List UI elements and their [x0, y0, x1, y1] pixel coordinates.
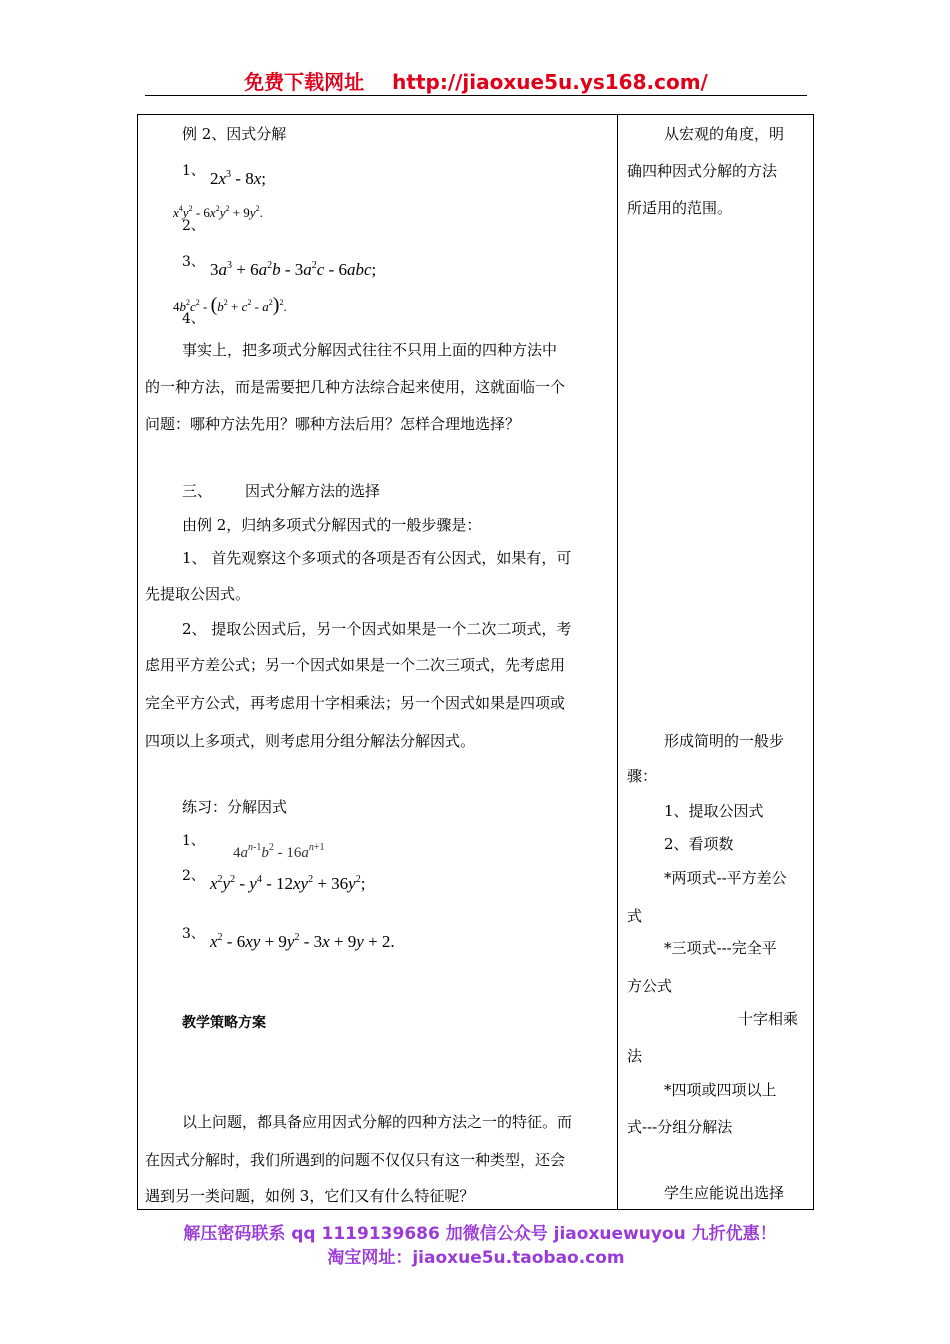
column-divider [617, 114, 618, 1210]
note2-line12: 式---分组分解法 [627, 1118, 733, 1136]
practice-num-2: 2、 [182, 868, 205, 884]
note2-line3: 1、提取公因式 [664, 802, 764, 820]
step1-line2: 先提取公因式。 [145, 585, 251, 603]
header-label: 免费下载网址 [244, 70, 365, 94]
example2-title: 例 2、因式分解 [182, 125, 287, 143]
note2-line10: 法 [627, 1047, 643, 1065]
note2-line1: 形成简明的一般步 [664, 732, 785, 750]
note2-line2: 骤： [627, 767, 658, 785]
ex-num-4: 4、 [182, 311, 205, 327]
para3-line1: 以上问题，都具备应用因式分解的四种方法之一的特征。而 [182, 1113, 573, 1131]
para3-line2: 在因式分解时，我们所遇到的问题不仅仅只有这一种类型，还会 [145, 1151, 566, 1169]
footer-contact: 解压密码联系 qq 1119139686 加微信公众号 jiaoxuewuyou 九折优惠！ [183, 1224, 777, 1244]
para1-line2: 的一种方法，而是需要把几种方法综合起来使用，这就面临一个 [145, 378, 566, 396]
ex-num-1: 1、 [182, 163, 205, 179]
step1-line1: 1、 首先观察这个多项式的各项是否有公因式，如果有，可 [182, 549, 572, 567]
note2-line11: *四项或四项以上 [664, 1081, 777, 1099]
practice-expr-2: $x^2y^2 - y^4 - 12xy^2 + 36y^2$; [210, 874, 366, 893]
note2-line4: 2、看项数 [664, 835, 734, 853]
note2-line13: 学生应能说出选择 [664, 1184, 785, 1202]
note1-line3: 所适用的范围。 [627, 199, 733, 217]
ex-num-3: 3、 [182, 254, 205, 270]
ex-expr-1: $2x^3 - 8x$; [210, 169, 266, 188]
section3-title: 因式分解方法的选择 [245, 482, 381, 500]
para3-line3: 遇到另一类问题，如例 3，它们又有什么特征呢？ [145, 1187, 475, 1205]
header-rule [145, 95, 807, 96]
practice-expr-3: $x^2 - 6xy + 9y^2 - 3x + 9y + 2$. [210, 932, 395, 951]
header-url-link[interactable]: http://jiaoxue5u.ys168.com/ [392, 70, 708, 94]
step2-line1: 2、 提取公因式后，另一个因式如果是一个二次二项式，考 [182, 620, 572, 638]
note2-line5: *两项式--平方差公 [664, 869, 787, 887]
strategy-title: 教学策略方案 [182, 1015, 266, 1031]
step2-line4: 四项以上多项式，则考虑用分组分解法分解因式。 [145, 732, 476, 750]
ex-expr-3: $3a^3 + 6a^2b - 3a^2c - 6abc$; [210, 260, 377, 279]
step2-line3: 完全平方公式，再考虑用十字相乘法；另一个因式如果是四项或 [145, 694, 566, 712]
practice-title: 练习：分解因式 [182, 798, 288, 816]
note1-line1: 从宏观的角度，明 [664, 125, 785, 143]
section3-num: 三、 [182, 482, 213, 500]
practice-expr-1: $4a^{n-1}b^2 - 16a^{n+1}$ [233, 842, 325, 861]
header-banner [145, 66, 807, 95]
note2-line6: 式 [627, 907, 643, 925]
note2-line7: *三项式---完全平 [664, 939, 777, 957]
footer-taobao-link[interactable]: 淘宝网址：jiaoxue5u.taobao.com [327, 1248, 625, 1268]
note1-line2: 确四种因式分解的方法 [627, 162, 778, 180]
para1-line1: 事实上，把多项式分解因式往往不只用上面的四种方法中 [182, 341, 558, 359]
practice-num-1: 1、 [182, 833, 205, 849]
ex-expr-2: $x^4y^2 - 6x^2y^2 + 9y^2$. [173, 204, 263, 220]
note2-line9: 十字相乘 [738, 1010, 799, 1028]
practice-num-3: 3、 [182, 926, 205, 942]
step2-line2: 虑用平方差公式；另一个因式如果是一个二次三项式，先考虑用 [145, 656, 566, 674]
note2-line8: 方公式 [627, 977, 673, 995]
ex-num-2: 2、 [182, 218, 205, 234]
para1-line3: 问题：哪种方法先用？哪种方法后用？怎样合理地选择？ [145, 415, 521, 433]
ex-expr-4: $4b^2c^2 - (b^2 + c^2 - a^2)^2$. [173, 294, 287, 316]
para2: 由例 2，归纳多项式分解因式的一般步骤是： [182, 516, 482, 534]
